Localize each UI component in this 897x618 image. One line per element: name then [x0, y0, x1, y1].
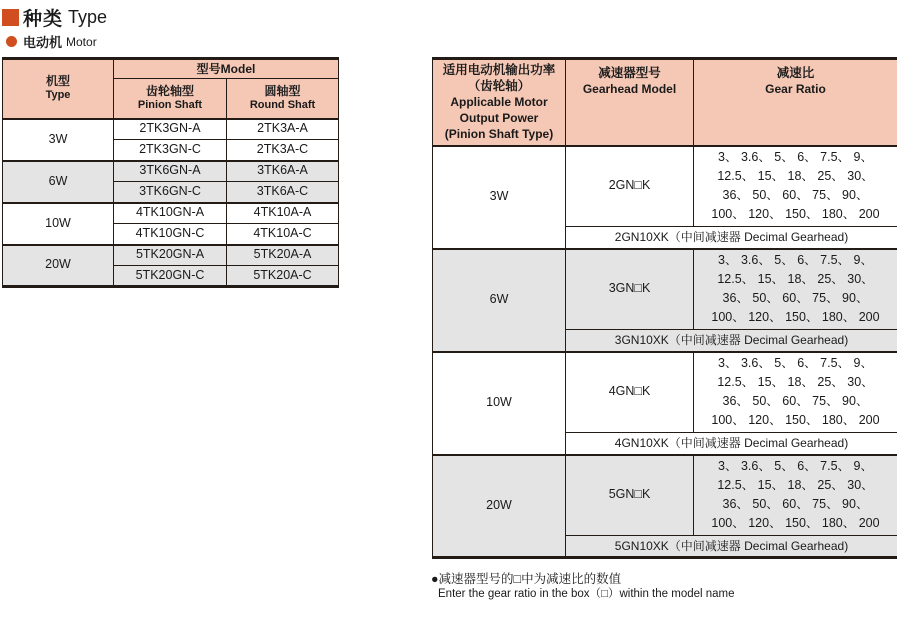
gear-ratio-cell: 3、 3.6、 5、 6、 7.5、 9、 12.5、 15、 18、 25、 30、 36、 50、 60、 75、 90、 100、 120、 150、 180、 200: [694, 352, 897, 433]
power-cell: 20W: [433, 455, 566, 558]
header-machine-type-zh: 机型: [45, 74, 70, 89]
decimal-gearhead-cell: 2GN10XK（中间减速器 Decimal Gearhead): [566, 227, 897, 249]
round-model-cell: 2TK3A-C: [227, 140, 339, 161]
header-gear-ratio: [694, 59, 897, 146]
gear-ratio-cell: 3、 3.6、 5、 6、 7.5、 9、 12.5、 15、 18、 25、 30、 36、 50、 60、 75、 90、 100、 120、 150、 180、 200: [694, 249, 897, 330]
header-applicable-power: [433, 59, 566, 146]
round-model-cell: 4TK10A-A: [227, 203, 339, 224]
power-cell: 10W: [433, 352, 566, 455]
round-model-cell: 4TK10A-C: [227, 224, 339, 245]
subsection-title-zh: 电动机: [23, 35, 63, 50]
footnote-zh: ●减速器型号的□中为减速比的数值: [431, 572, 622, 586]
power-cell: 6W: [433, 249, 566, 352]
round-model-cell: 5TK20A-A: [227, 245, 339, 266]
header-model: 型号Model: [114, 59, 339, 79]
machine-type-cell: 20W: [3, 245, 114, 287]
header-pinion-shaft: [114, 79, 227, 119]
header-applicable-power-zh1: 适用电动机输出功率: [442, 63, 556, 78]
machine-type-cell: 10W: [3, 203, 114, 245]
circle-bullet-icon: [6, 36, 17, 47]
pinion-model-cell: 3TK6GN-C: [114, 182, 227, 203]
header-applicable-power-zh2: （齿轮轴）: [467, 79, 531, 94]
gearhead-model-cell: 2GN□K: [566, 146, 694, 227]
pinion-model-cell: 5TK20GN-C: [114, 266, 227, 287]
gear-ratio-cell: 3、 3.6、 5、 6、 7.5、 9、 12.5、 15、 18、 25、 30、 36、 50、 60、 75、 90、 100、 120、 150、 180、 200: [694, 146, 897, 227]
gearhead-table: [432, 57, 897, 559]
header-machine-type-en: Type: [45, 89, 71, 102]
header-gearhead-model: [566, 59, 694, 146]
header-pinion-shaft-zh: 齿轮轴型: [145, 83, 194, 98]
section-title-en: Type: [68, 7, 108, 27]
table-row: [3, 161, 339, 182]
motor-model-table: [2, 57, 339, 288]
gearhead-model-cell: 4GN□K: [566, 352, 694, 433]
pinion-model-cell: 4TK10GN-C: [114, 224, 227, 245]
power-cell: 3W: [433, 146, 566, 249]
table-row: [433, 455, 897, 536]
pinion-model-cell: 5TK20GN-A: [114, 245, 227, 266]
footnote: [431, 571, 735, 602]
table-row: [433, 249, 897, 330]
header-gearhead-model-en: Gearhead Model: [582, 82, 677, 96]
pinion-model-cell: 3TK6GN-A: [114, 161, 227, 182]
subsection-title-en: Motor: [66, 34, 97, 49]
header-round-shaft-en: Round Shaft: [249, 98, 316, 111]
gearhead-model-cell: 3GN□K: [566, 249, 694, 330]
header-round-shaft-zh: 圆轴型: [264, 83, 301, 98]
square-bullet-icon: [2, 9, 19, 26]
pinion-model-cell: 4TK10GN-A: [114, 203, 227, 224]
round-model-cell: 2TK3A-A: [227, 119, 339, 140]
footnote-en: Enter the gear ratio in the box（□）within the model name: [438, 588, 735, 600]
pinion-model-cell: 2TK3GN-A: [114, 119, 227, 140]
header-round-shaft: [227, 79, 339, 119]
gearhead-model-cell: 5GN□K: [566, 455, 694, 536]
header-gear-ratio-en: Gear Ratio: [765, 82, 826, 96]
decimal-gearhead-cell: 4GN10XK（中间减速器 Decimal Gearhead): [566, 433, 897, 455]
section-title-zh: 种类: [23, 9, 64, 30]
table-row: [433, 146, 897, 227]
round-model-cell: 5TK20A-C: [227, 266, 339, 287]
header-applicable-power-en2: Output Power: [459, 111, 539, 126]
section-title: [2, 4, 107, 31]
table-row: [3, 119, 339, 140]
decimal-gearhead-cell: 5GN10XK（中间减速器 Decimal Gearhead): [566, 536, 897, 558]
header-gear-ratio-zh: 减速比: [776, 66, 815, 80]
round-model-cell: 3TK6A-C: [227, 182, 339, 203]
machine-type-cell: 3W: [3, 119, 114, 161]
table-row: [3, 245, 339, 266]
subsection-title: [6, 32, 97, 51]
header-applicable-power-en1: Applicable Motor: [450, 95, 548, 110]
table-row: [433, 352, 897, 433]
header-applicable-power-en3: (Pinion Shaft Type): [444, 127, 554, 142]
gear-ratio-cell: 3、 3.6、 5、 6、 7.5、 9、 12.5、 15、 18、 25、 30、 36、 50、 60、 75、 90、 100、 120、 150、 180、 200: [694, 455, 897, 536]
header-pinion-shaft-en: Pinion Shaft: [137, 98, 203, 111]
header-machine-type: [3, 59, 114, 119]
pinion-model-cell: 2TK3GN-C: [114, 140, 227, 161]
decimal-gearhead-cell: 3GN10XK（中间减速器 Decimal Gearhead): [566, 330, 897, 352]
machine-type-cell: 6W: [3, 161, 114, 203]
table-row: [3, 203, 339, 224]
header-gearhead-model-zh: 减速器型号: [598, 66, 661, 80]
round-model-cell: 3TK6A-A: [227, 161, 339, 182]
